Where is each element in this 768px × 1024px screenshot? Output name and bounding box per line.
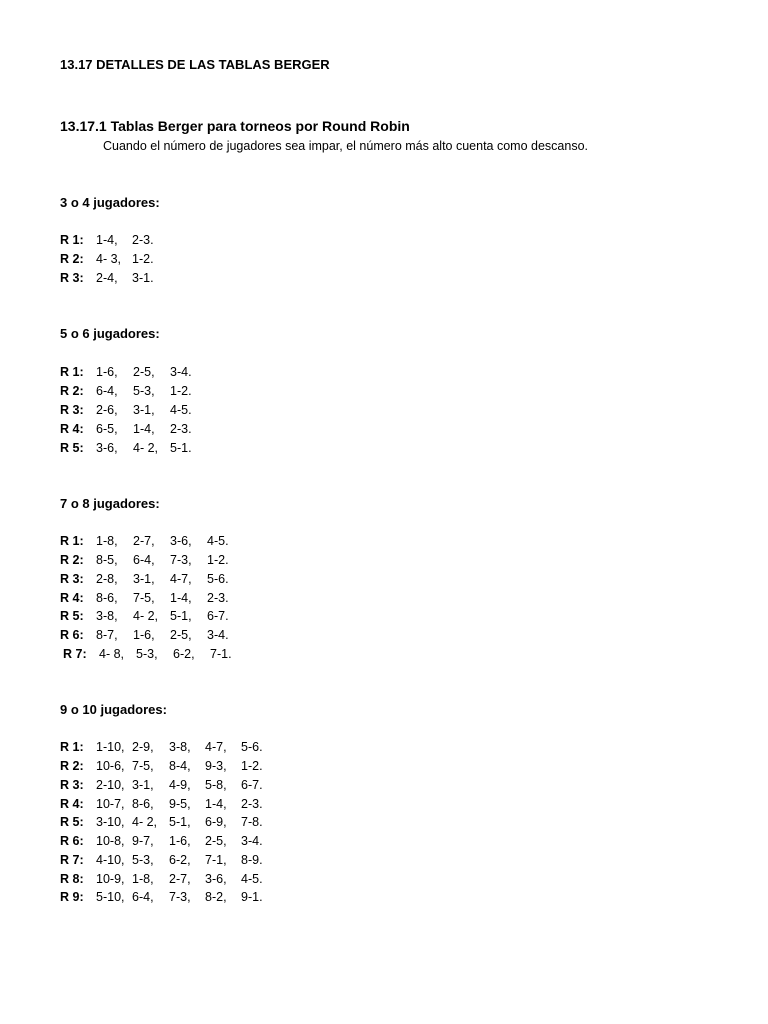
pairing: 6-7. bbox=[241, 778, 263, 792]
round-label: R 3: bbox=[60, 271, 84, 285]
pairing: 7-3, bbox=[170, 553, 192, 567]
pairing: 8-2, bbox=[205, 890, 227, 904]
table-row bbox=[60, 252, 154, 271]
pairing: 6-4, bbox=[133, 553, 155, 567]
round-label: R 2: bbox=[60, 553, 84, 567]
round-label: R 4: bbox=[60, 422, 84, 436]
round-label: R 1: bbox=[60, 534, 84, 548]
pairing: 3-6, bbox=[170, 534, 192, 548]
round-label: R 8: bbox=[60, 872, 84, 886]
round-label: R 2: bbox=[60, 252, 84, 266]
pairing: 10-6, bbox=[96, 759, 125, 773]
round-label: R 6: bbox=[60, 628, 84, 642]
pairing: 10-8, bbox=[96, 834, 125, 848]
table-row bbox=[60, 271, 154, 290]
pairing: 3-1. bbox=[132, 271, 154, 285]
pairing: 9-7, bbox=[132, 834, 154, 848]
pairing: 6-5, bbox=[96, 422, 118, 436]
pairing: 8-9. bbox=[241, 853, 263, 867]
table-row bbox=[60, 853, 263, 872]
intro-paragraph: Cuando el número de jugadores sea impar, el número más alto cuenta como descanso. bbox=[103, 139, 589, 153]
pairing: 5-3, bbox=[133, 384, 155, 398]
round-label: R 3: bbox=[60, 403, 84, 417]
table-row bbox=[60, 890, 263, 909]
pairing: 2-7, bbox=[133, 534, 155, 548]
pairing: 1-8, bbox=[96, 534, 118, 548]
pairing: 5-10, bbox=[96, 890, 125, 904]
pairing: 5-3, bbox=[136, 647, 158, 661]
round-label: R 1: bbox=[60, 365, 84, 379]
pairing: 6-2, bbox=[169, 853, 191, 867]
table-row bbox=[60, 647, 232, 666]
table-row bbox=[60, 365, 192, 384]
pairing: 4-5. bbox=[241, 872, 263, 886]
pairing: 5-1, bbox=[170, 609, 192, 623]
pairing: 7-1. bbox=[210, 647, 232, 661]
round-label: R 1: bbox=[60, 740, 84, 754]
section-heading-9-10: 9 o 10 jugadores: bbox=[60, 702, 167, 717]
pairing: 1-2. bbox=[241, 759, 263, 773]
pairing: 4- 2, bbox=[132, 815, 158, 829]
pairing: 2-4, bbox=[96, 271, 118, 285]
pairing: 4-5. bbox=[170, 403, 192, 417]
pairing: 3-6, bbox=[205, 872, 227, 886]
table-row bbox=[60, 834, 263, 853]
table-row bbox=[60, 740, 263, 759]
pairing: 2-5, bbox=[205, 834, 227, 848]
table-row bbox=[60, 759, 263, 778]
pairing: 7-3, bbox=[169, 890, 191, 904]
round-label: R 5: bbox=[60, 815, 84, 829]
pairing: 7-5, bbox=[133, 591, 155, 605]
table-row bbox=[60, 233, 154, 252]
round-label: R 7: bbox=[60, 853, 84, 867]
pairing: 9-3, bbox=[205, 759, 227, 773]
pairing: 3-10, bbox=[96, 815, 125, 829]
pairing: 3-8, bbox=[96, 609, 118, 623]
table-row bbox=[60, 572, 229, 591]
round-label: R 2: bbox=[60, 759, 84, 773]
section-heading-3-4: 3 o 4 jugadores: bbox=[60, 195, 160, 210]
pairing: 2-9, bbox=[132, 740, 154, 754]
section-heading-7-8: 7 o 8 jugadores: bbox=[60, 496, 160, 511]
pairing: 3-4. bbox=[241, 834, 263, 848]
section-heading-5-6: 5 o 6 jugadores: bbox=[60, 326, 160, 341]
pairing: 1-4, bbox=[96, 233, 118, 247]
pairing: 1-8, bbox=[132, 872, 154, 886]
table-row bbox=[60, 591, 229, 610]
round-label: R 3: bbox=[60, 572, 84, 586]
pairing: 8-6, bbox=[132, 797, 154, 811]
pairing: 4- 8, bbox=[99, 647, 125, 661]
pairing: 6-7. bbox=[207, 609, 229, 623]
pairing: 9-1. bbox=[241, 890, 263, 904]
pairing: 4-7, bbox=[170, 572, 192, 586]
pairing: 1-2. bbox=[170, 384, 192, 398]
pairing: 10-9, bbox=[96, 872, 125, 886]
round-label: R 3: bbox=[60, 778, 84, 792]
pairing: 5-1, bbox=[169, 815, 191, 829]
pairing: 3-1, bbox=[133, 572, 155, 586]
round-label: R 5: bbox=[60, 441, 84, 455]
pairing: 7-5, bbox=[132, 759, 154, 773]
pairing: 3-1, bbox=[133, 403, 155, 417]
pairing: 8-7, bbox=[96, 628, 118, 642]
table-row bbox=[60, 797, 263, 816]
pairing: 2-6, bbox=[96, 403, 118, 417]
table-row bbox=[60, 384, 192, 403]
round-label: R 1: bbox=[60, 233, 84, 247]
pairing: 3-6, bbox=[96, 441, 118, 455]
pairing: 7-1, bbox=[205, 853, 227, 867]
table-row bbox=[60, 778, 263, 797]
pairing: 5-6. bbox=[207, 572, 229, 586]
round-label: R 4: bbox=[60, 797, 84, 811]
pairing: 7-8. bbox=[241, 815, 263, 829]
pairing: 2-5, bbox=[170, 628, 192, 642]
pairing: 2-10, bbox=[96, 778, 125, 792]
pairing: 6-2, bbox=[173, 647, 195, 661]
pairing: 5-6. bbox=[241, 740, 263, 754]
pairing: 1-4, bbox=[205, 797, 227, 811]
round-label: R 7: bbox=[63, 647, 87, 661]
pairing: 2-3. bbox=[170, 422, 192, 436]
round-label: R 2: bbox=[60, 384, 84, 398]
pairing: 3-1, bbox=[132, 778, 154, 792]
pairing: 3-8, bbox=[169, 740, 191, 754]
pairing: 1-6, bbox=[169, 834, 191, 848]
round-label: R 9: bbox=[60, 890, 84, 904]
pairing: 2-3. bbox=[241, 797, 263, 811]
pairing: 5-3, bbox=[132, 853, 154, 867]
round-label: R 5: bbox=[60, 609, 84, 623]
pairing: 10-7, bbox=[96, 797, 125, 811]
pairing: 4-7, bbox=[205, 740, 227, 754]
pairing: 2-3. bbox=[207, 591, 229, 605]
pairing: 8-5, bbox=[96, 553, 118, 567]
table-row bbox=[60, 422, 192, 441]
document-title: 13.17 DETALLES DE LAS TABLAS BERGER bbox=[60, 57, 330, 72]
pairing: 1-2. bbox=[132, 252, 154, 266]
table-row bbox=[60, 553, 229, 572]
pairing: 1-4, bbox=[170, 591, 192, 605]
pairing: 6-4, bbox=[96, 384, 118, 398]
pairing: 5-8, bbox=[205, 778, 227, 792]
round-label: R 4: bbox=[60, 591, 84, 605]
pairing: 2-8, bbox=[96, 572, 118, 586]
pairing: 1-2. bbox=[207, 553, 229, 567]
pairing: 4-10, bbox=[96, 853, 125, 867]
pairing: 5-1. bbox=[170, 441, 192, 455]
section-subtitle: 13.17.1 Tablas Berger para torneos por Round Robin bbox=[60, 118, 410, 134]
pairing: 1-4, bbox=[133, 422, 155, 436]
pairing: 4-9, bbox=[169, 778, 191, 792]
pairing: 1-6, bbox=[96, 365, 118, 379]
table-row bbox=[60, 872, 263, 891]
pairing: 6-4, bbox=[132, 890, 154, 904]
table-row bbox=[60, 403, 192, 422]
pairing: 3-4. bbox=[170, 365, 192, 379]
pairing: 8-4, bbox=[169, 759, 191, 773]
pairing: 1-6, bbox=[133, 628, 155, 642]
table-row bbox=[60, 815, 263, 834]
table-row bbox=[60, 534, 229, 553]
pairing: 2-5, bbox=[133, 365, 155, 379]
pairing: 2-7, bbox=[169, 872, 191, 886]
table-row bbox=[60, 441, 192, 460]
pairing: 8-6, bbox=[96, 591, 118, 605]
pairing: 1-10, bbox=[96, 740, 125, 754]
round-label: R 6: bbox=[60, 834, 84, 848]
table-row bbox=[60, 628, 229, 647]
pairing: 3-4. bbox=[207, 628, 229, 642]
pairing: 9-5, bbox=[169, 797, 191, 811]
pairing: 4- 3, bbox=[96, 252, 122, 266]
pairing: 2-3. bbox=[132, 233, 154, 247]
pairing: 6-9, bbox=[205, 815, 227, 829]
pairing: 4- 2, bbox=[133, 441, 159, 455]
table-row bbox=[60, 609, 229, 628]
pairing: 4- 2, bbox=[133, 609, 159, 623]
pairing: 4-5. bbox=[207, 534, 229, 548]
